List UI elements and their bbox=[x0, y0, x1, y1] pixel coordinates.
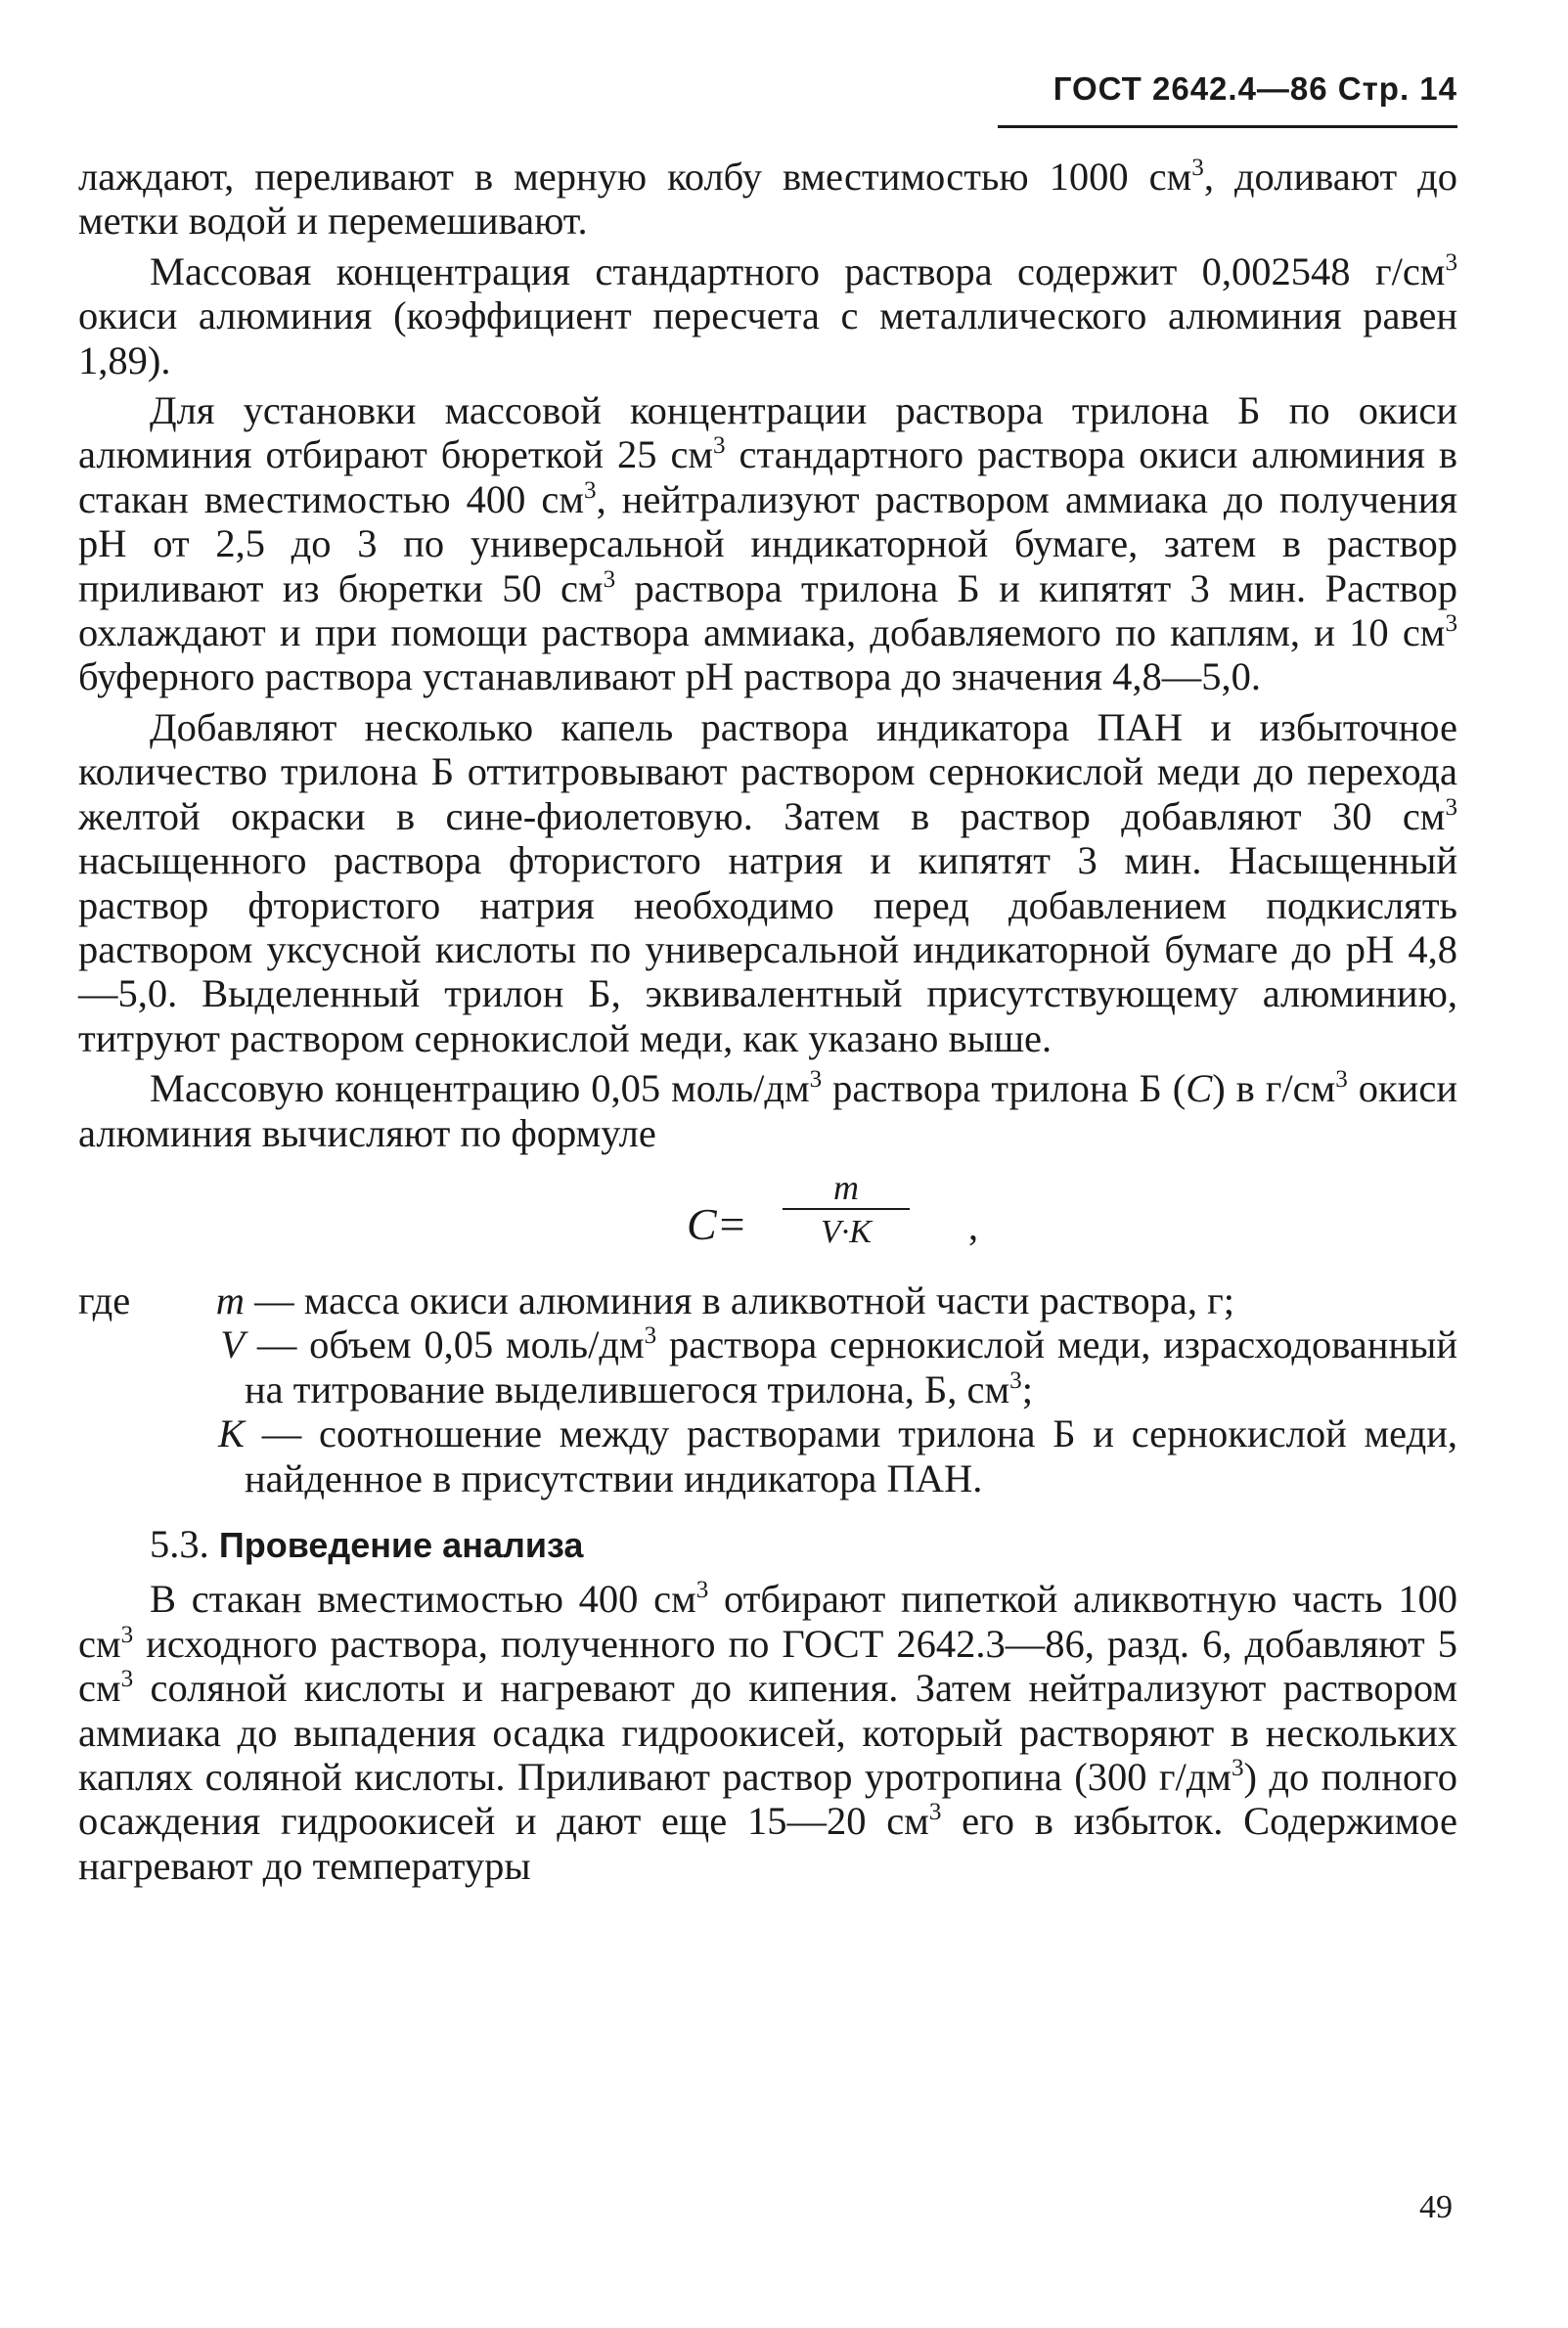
section-heading bbox=[78, 1522, 1457, 1567]
formula-block bbox=[78, 1161, 1457, 1278]
where-lead: где bbox=[78, 1277, 131, 1322]
definition-k: K — соотношение между растворами трилона Б и сернокислой меди, найденное в присутствии индикатора ПАН. bbox=[217, 1411, 1457, 1500]
definition-m: m — масса окиси алюминия в аликвотной части раствора, г; bbox=[215, 1277, 1234, 1322]
header-rule bbox=[998, 125, 1457, 128]
fraction-bar bbox=[783, 1208, 910, 1210]
paragraph-indicator: Добавляют несколько капель раствора индикатора ПАН и избыточное количество трилона Б оттитровывают раствором сернокислой меди до перехода желтой окраски в сине-фиолетовую. Затем в раствор добавляют 30 $см^3$ насыщенного раствора фтористого натрия и кипятят 3 мин. Насыщенный раствор фтористого натрия необходимо перед добавлением подкислять раствором уксусной кислоты по универсальной индикаторной бумаге до pH 4,8—5,0. Выделенный трилон Б, эквивалентный присутствующему алюминию, титруют раствором сернокислой меди, как указано выше. bbox=[78, 704, 1457, 1060]
paragraph-formula-intro: Массовую концентрацию 0,05 моль/$дм^3$ раствора трилона Б (C) в $г/см^3$ окиси алюминия вычисляют по формуле bbox=[78, 1066, 1458, 1155]
where-definitions bbox=[78, 1278, 1457, 1500]
document-body bbox=[78, 155, 1457, 1894]
paragraph-analysis: В стакан вместимостью 400 $см^3$ отбирают пипеткой аликвотную часть 100 $см^3$ исходного раствора, полученного по ГОСТ 2642.3—86, разд. 6, добавляют 5 $см^3$ соляной кислоты и нагревают до кипения. Затем нейтрализуют раствором аммиака до выпадения осадка гидроокисей, который растворяют в нескольких каплях соляной кислоты. Приливают раствор уротропина (300 $г/дм^3$) до полного осаждения гидроокисей и дают еще 15—20 $см^3$ его в избыток. Содержимое нагревают до температуры bbox=[78, 1577, 1458, 1888]
section-number: 5.3. bbox=[150, 1521, 209, 1566]
formula-fraction bbox=[783, 1169, 910, 1251]
formula-denominator: V·K bbox=[821, 1213, 872, 1250]
page-number: 49 bbox=[1419, 2189, 1453, 2225]
formula-lhs: C= bbox=[687, 1198, 747, 1249]
paragraph-continuation: лаждают, переливают в мерную колбу вместимостью 1000 $см^3$, доливают до метки водой и перемешивают. bbox=[78, 154, 1457, 244]
formula-comma: , bbox=[968, 1203, 978, 1248]
definition-v: V — объем 0,05 моль/$дм^3$ раствора сернокислой меди, израсходованный на титрование выделившегося трилона, Б, $см^3$; bbox=[220, 1322, 1457, 1411]
page-header: ГОСТ 2642.4—86 Стр. 14 bbox=[1053, 70, 1457, 107]
paragraph-standard-solution: Массовая концентрация стандартного раствора содержит 0,002548 $г/см^3$ окиси алюминия (коэффициент пересчета с металлического алюминия равен 1,89). bbox=[78, 248, 1457, 382]
section-title: Проведение анализа bbox=[218, 1524, 584, 1565]
paragraph-trilon-setup: Для установки массовой концентрации раствора трилона Б по окиси алюминия отбирают бюреткой 25 $см^3$ стандартного раствора окиси алюминия в стакан вместимостью 400 $см^3$, нейтрализуют раствором аммиака до получения pH от 2,5 до 3 по универсальной индикаторной бумаге, затем в раствор приливают из бюретки 50 $см^3$ раствора трилона Б и кипятят 3 мин. Раствор охлаждают и при помощи раствора аммиака, добавляемого по каплям, и 10 $см^3$ буферного раствора устанавливают pH раствора до значения 4,8—5,0. bbox=[78, 388, 1457, 699]
formula-numerator: m bbox=[833, 1167, 859, 1207]
